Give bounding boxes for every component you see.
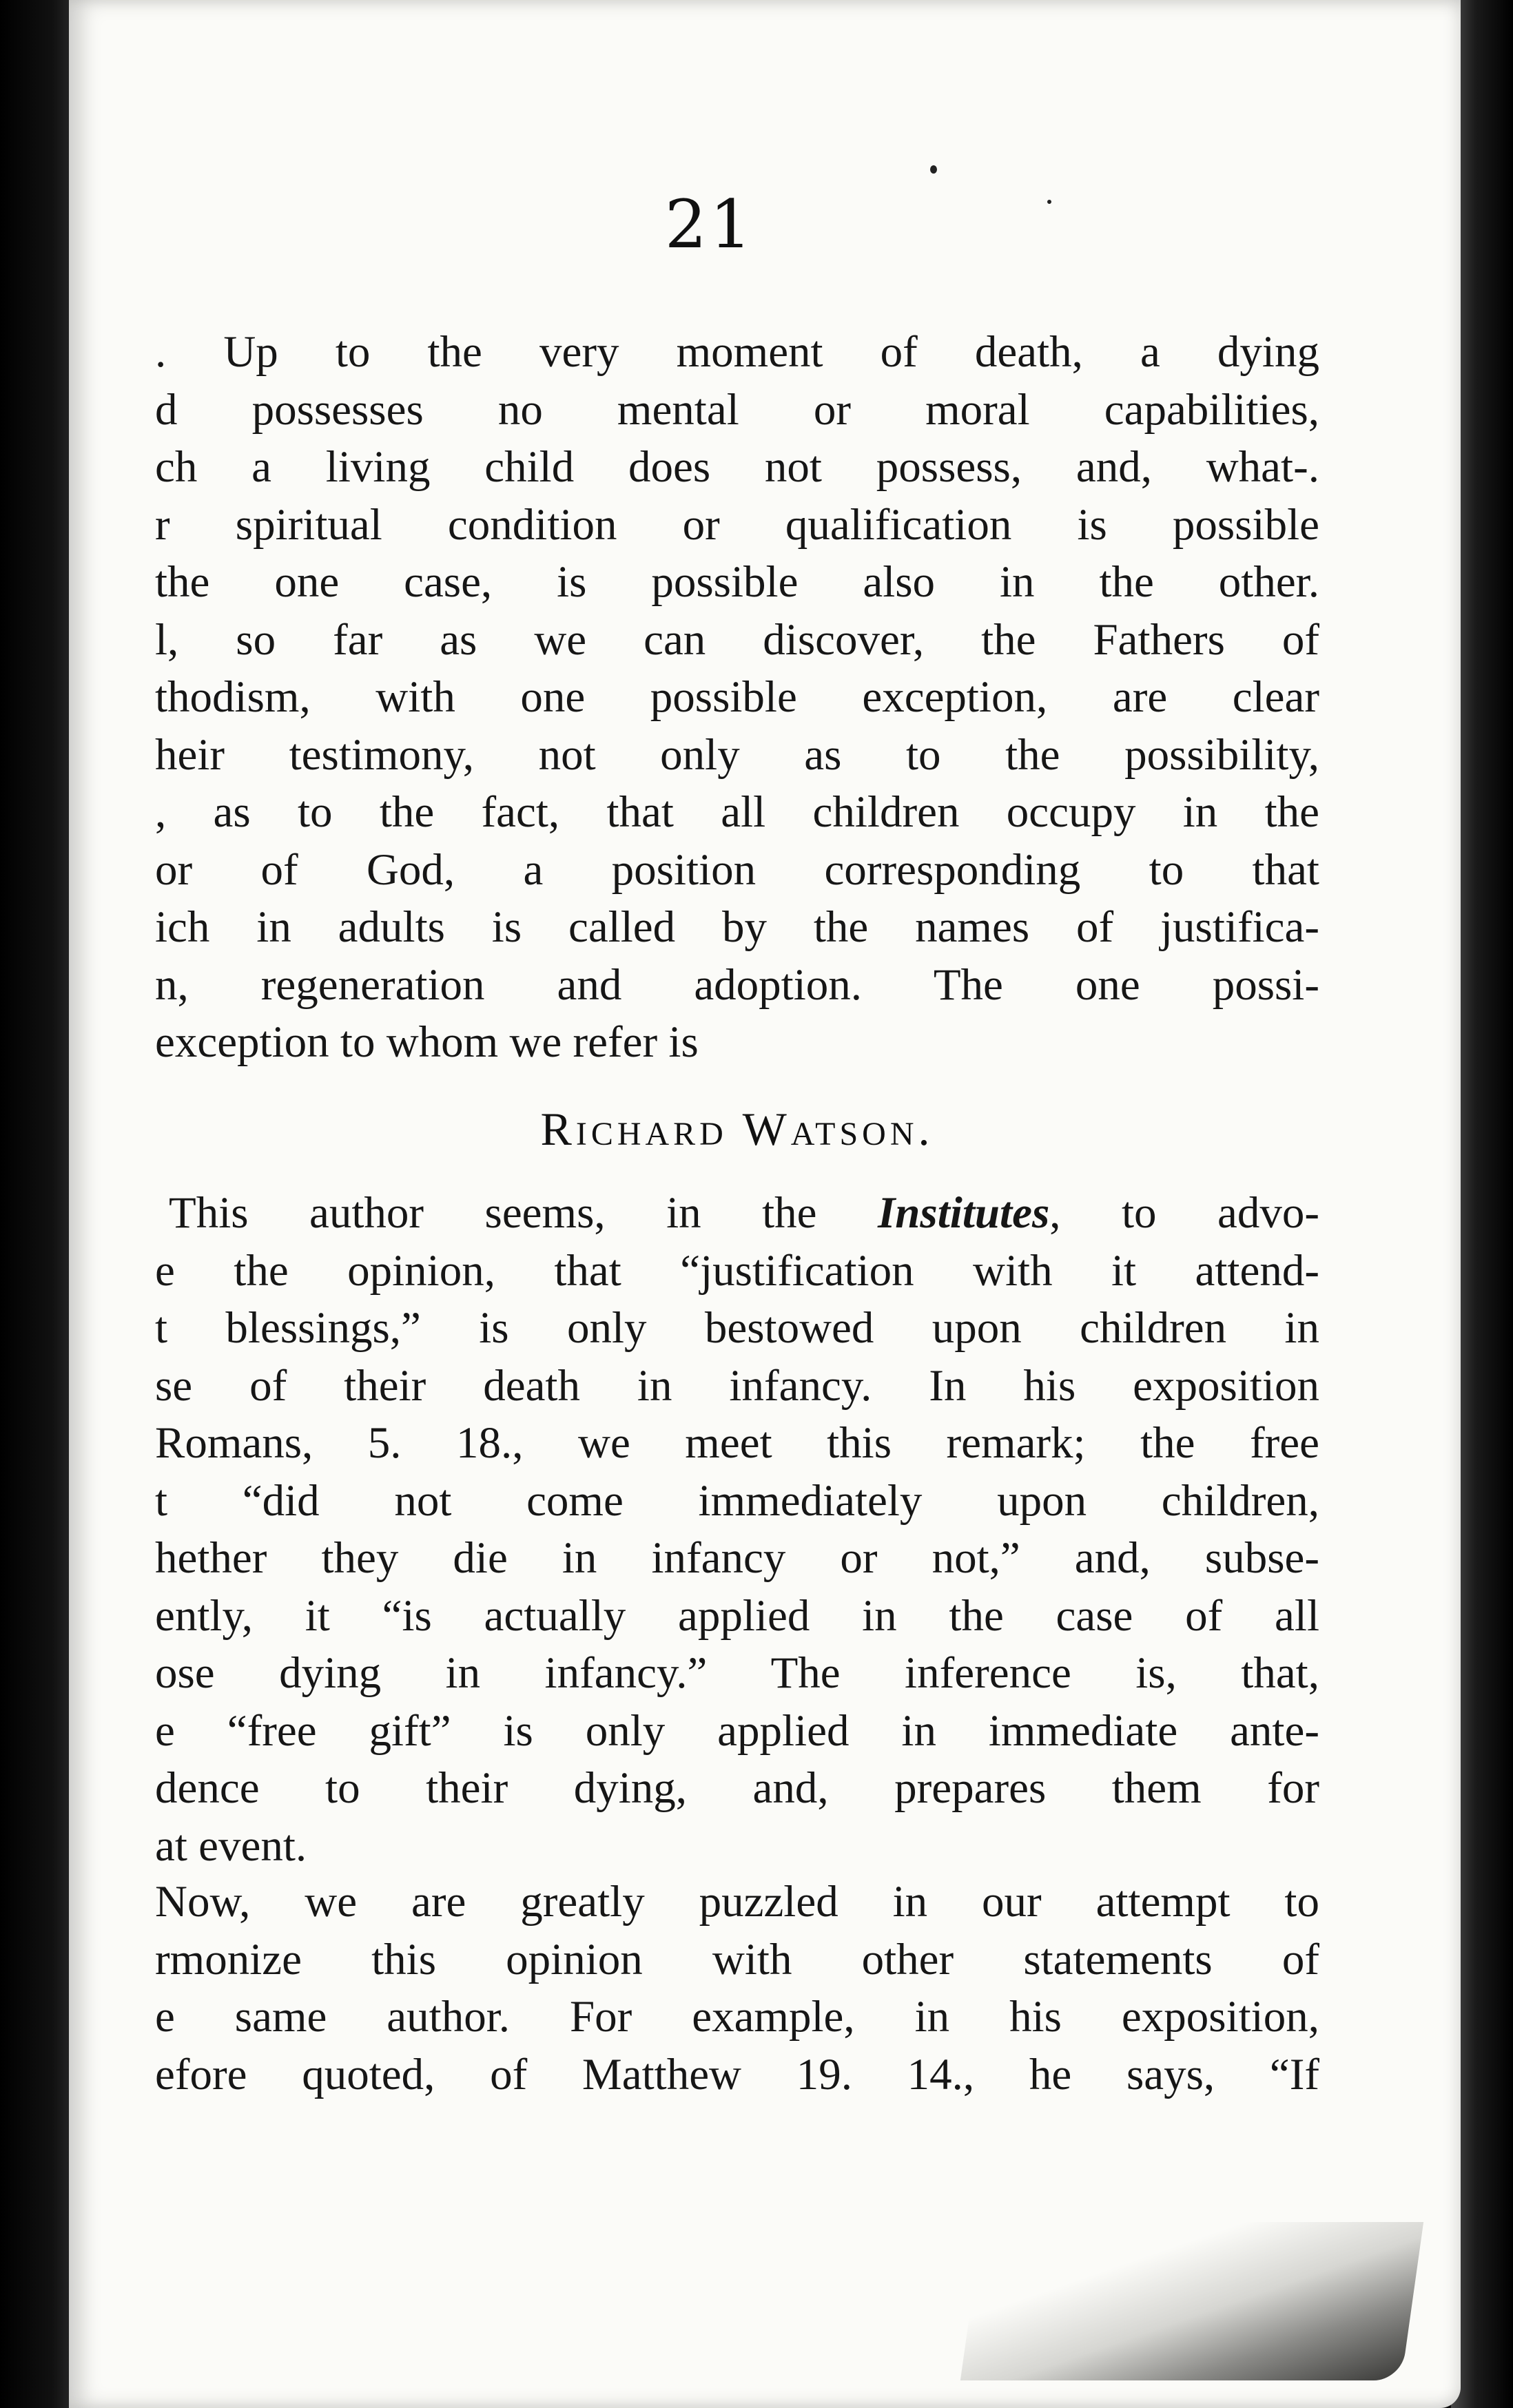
text-line: Now, we are greatly puzzled in our attempt to (155, 1877, 1319, 1927)
left-gutter (0, 0, 76, 2408)
section-heading: Richard Watson. (540, 1103, 934, 1155)
text-line: r spiritual condition or qualification is possible (155, 499, 1319, 550)
text-run: , to advo- (1049, 1188, 1319, 1238)
text-line: thodism, with one possible exception, are clear (155, 672, 1319, 722)
text-line: ch a living child does not possess, and, what-. (155, 442, 1319, 492)
text-line: exception to whom we refer is (155, 1017, 699, 1067)
text-run: This author seems, in the (169, 1188, 878, 1238)
text-line: rmonize this opinion with other statements of (155, 1934, 1319, 1984)
paragraph-3 (155, 1874, 1319, 2104)
text-line: se of their death in infancy. In his exposition (155, 1360, 1319, 1411)
book-title-italic: Institutes (877, 1188, 1050, 1238)
text-line: t “did not come immediately upon children, (155, 1475, 1319, 1526)
ink-speck (930, 165, 937, 174)
text-line: the one case, is possible also in the other. (155, 557, 1319, 607)
text-line: dence to their dying, and, prepares them for (155, 1763, 1319, 1813)
text-line: , as to the fact, that all children occupy in the (155, 787, 1319, 837)
text-line: hether they die in infancy or not,” and, subse- (155, 1533, 1319, 1583)
text-line: e the opinion, that “justification with it attend- (155, 1245, 1319, 1296)
text-line: Romans, 5. 18., we meet this remark; the free (155, 1418, 1319, 1468)
text-line: e “free gift” is only applied in immediate ante- (155, 1705, 1319, 1756)
text-line: or of God, a position corresponding to that (155, 844, 1319, 895)
text-line: n, regeneration and adoption. The one possi- (155, 959, 1319, 1010)
text-line: efore quoted, of Matthew 19. 14., he says, “If (155, 2049, 1319, 2099)
text-line: heir testimony, not only as to the possibility, (155, 729, 1319, 780)
worn-page-corner (960, 2222, 1423, 2380)
text-line: l, so far as we can discover, the Fathers of (155, 614, 1319, 665)
text-line: at event. (155, 1820, 307, 1871)
paragraph-1 (155, 324, 1319, 1072)
text-line: t blessings,” is only bestowed upon children in (155, 1303, 1319, 1353)
text-line: . Up to the very moment of death, a dying (155, 327, 1319, 377)
text-line: ich in adults is called by the names of justifica- (155, 902, 1319, 952)
text-line: ose dying in infancy.” The inference is, that, (155, 1648, 1319, 1698)
text-line: ently, it “is actually applied in the case of all (155, 1590, 1319, 1641)
paragraph-2 (155, 1185, 1319, 1875)
book-page (69, 0, 1461, 2408)
text-line: e same author. For example, in his exposition, (155, 1992, 1319, 2042)
page-number: 21 (664, 186, 755, 263)
text-line (155, 1185, 1319, 1243)
text-line: d possesses no mental or moral capabilities, (155, 384, 1319, 435)
